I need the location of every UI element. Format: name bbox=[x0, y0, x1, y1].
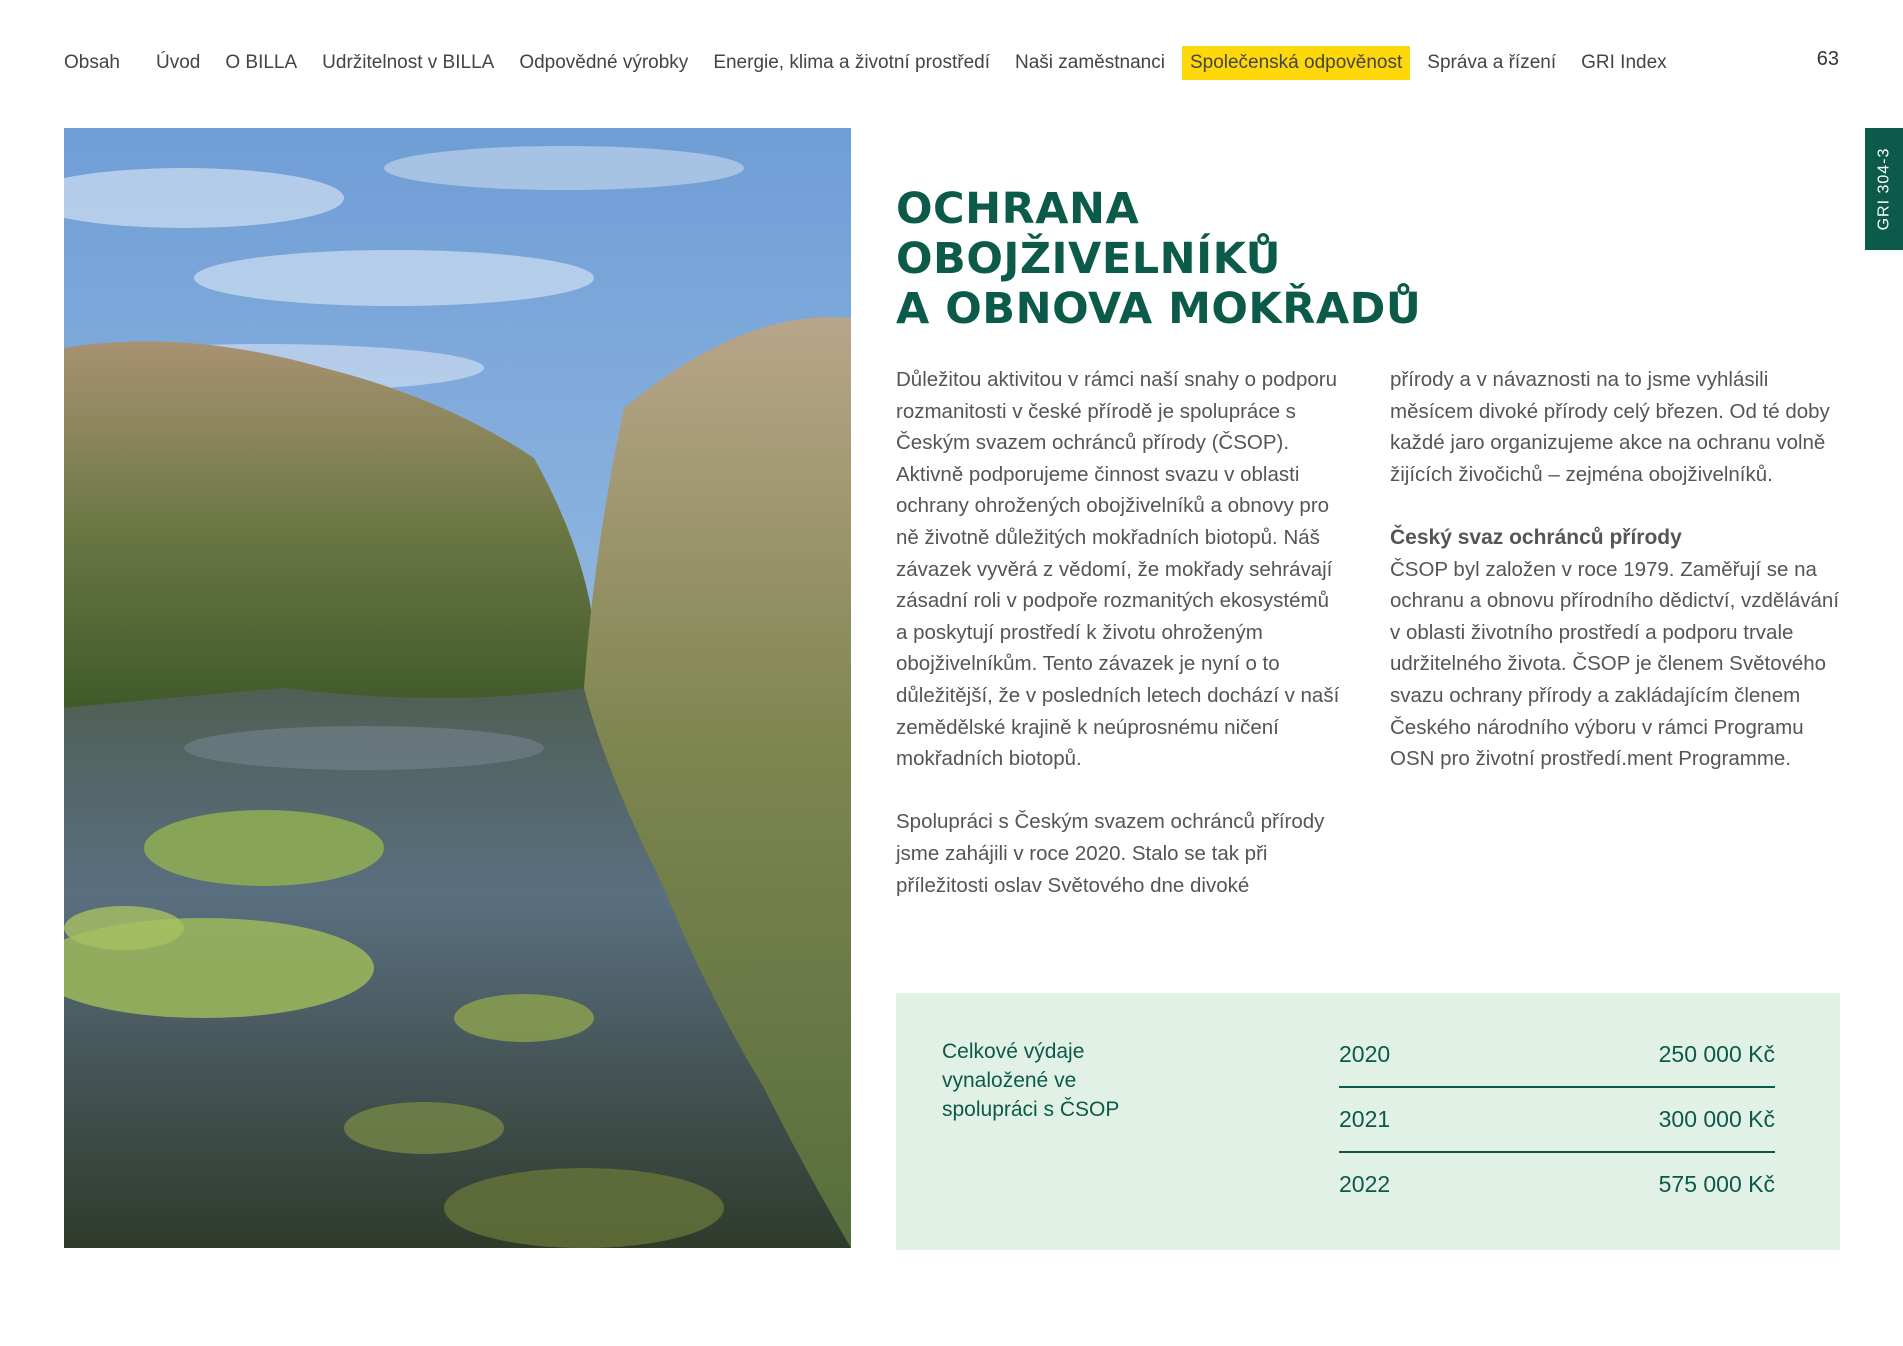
title-line-2: OBOJŽIVELNÍKŮ bbox=[896, 234, 1282, 284]
expenses-row bbox=[1339, 1023, 1775, 1088]
expenses-amount: 300 000 Kč bbox=[1658, 1106, 1775, 1132]
nav-item-odpovedne-vyrobky[interactable]: Odpovědné výrobky bbox=[519, 52, 689, 73]
subheading-csop: Český svaz ochránců přírody bbox=[1390, 525, 1682, 549]
expenses-year: 2022 bbox=[1339, 1171, 1391, 1197]
expenses-year: 2021 bbox=[1339, 1106, 1391, 1132]
page-number: 63 bbox=[1816, 48, 1839, 70]
nav-item-uvod[interactable]: Úvod bbox=[155, 52, 201, 73]
nav-item-energie[interactable]: Energie, klima a životní prostředí bbox=[713, 52, 990, 73]
wetland-photo bbox=[64, 128, 851, 1248]
nav-item-sprava-a-rizeni[interactable]: Správa a řízení bbox=[1427, 52, 1557, 73]
gri-side-tab-label: GRI 304-3 bbox=[1875, 147, 1892, 231]
expenses-box bbox=[896, 993, 1840, 1250]
gri-side-tab bbox=[1865, 128, 1903, 250]
nav-item-udrzitelnost[interactable]: Udržitelnost v BILLA bbox=[322, 52, 495, 73]
nav-item-gri-index[interactable]: GRI Index bbox=[1581, 52, 1667, 73]
paragraph-cooperation: Spolupráci s Českým svazem ochránců přírody jsme zahájili v roce 2020. Stalo se tak při příležitosti oslav Světového dne divoké bbox=[896, 810, 1325, 897]
expenses-table bbox=[1339, 1023, 1775, 1216]
body-column-right bbox=[1390, 364, 1850, 775]
expenses-amount: 575 000 Kč bbox=[1658, 1171, 1775, 1197]
paragraph-continuation: přírody a v návaznosti na to jsme vyhlásili měsícem divoké přírody celý březen. Od té doby každé jaro organizujeme akce na ochranu volně žijících živočichů – zejména obojživelníků. bbox=[1390, 368, 1830, 486]
nav-item-obsah[interactable]: Obsah bbox=[64, 52, 120, 73]
title-line-3: A OBNOVA MOKŘADŮ bbox=[896, 284, 1422, 334]
body-column-left bbox=[896, 364, 1346, 933]
page-title bbox=[896, 184, 1496, 334]
paragraph-intro: Důležitou aktivitou v rámci naší snahy o podporu rozmanitosti v české přírodě je spolupráce s Českým svazem ochránců přírody (ČSOP). Aktivně podporujeme činnost svazu v oblasti ochrany ohrožených obojživelníků a obnovy pro ně životně důležitých mokřadních biotopů. Náš závazek vyvěrá z vědomí, že mokřady sehrávají zásadní roli v podpoře rozmanitých ekosystémů a poskytují prostředí k životu ohroženým obojživelníkům. Tento závazek je nyní o to důležitější, že v posledních letech dochází v naší zemědělské krajině k neúprosnému ničení mokřadních biotopů. bbox=[896, 368, 1340, 771]
expenses-row bbox=[1339, 1088, 1775, 1153]
paragraph-csop: ČSOP byl založen v roce 1979. Zaměřují se na ochranu a obnovu přírodního dědictví, vzdělávání v oblasti životního prostředí a podporu trvale udržitelného života. ČSOP je členem Světového svazu ochrany přírody a zakládajícím členem Českého národního výboru v rámci Programu OSN pro životní prostředí.ment Programme. bbox=[1390, 557, 1840, 771]
nav-item-zamestnanci[interactable]: Naši zaměstnanci bbox=[1015, 52, 1165, 73]
title-line-1: OCHRANA bbox=[896, 184, 1140, 234]
expenses-amount: 250 000 Kč bbox=[1658, 1041, 1775, 1067]
expenses-label: Celkové výdaje vynaložené ve spolupráci s ČSOP bbox=[942, 1040, 1120, 1121]
top-navigation bbox=[64, 46, 1843, 80]
expenses-row bbox=[1339, 1153, 1775, 1216]
nav-item-o-billa[interactable]: O BILLA bbox=[225, 52, 298, 73]
nav-item-spolecenska-odpovednost[interactable]: Společenská odpověnost bbox=[1182, 46, 1410, 80]
expenses-year: 2020 bbox=[1339, 1041, 1391, 1067]
